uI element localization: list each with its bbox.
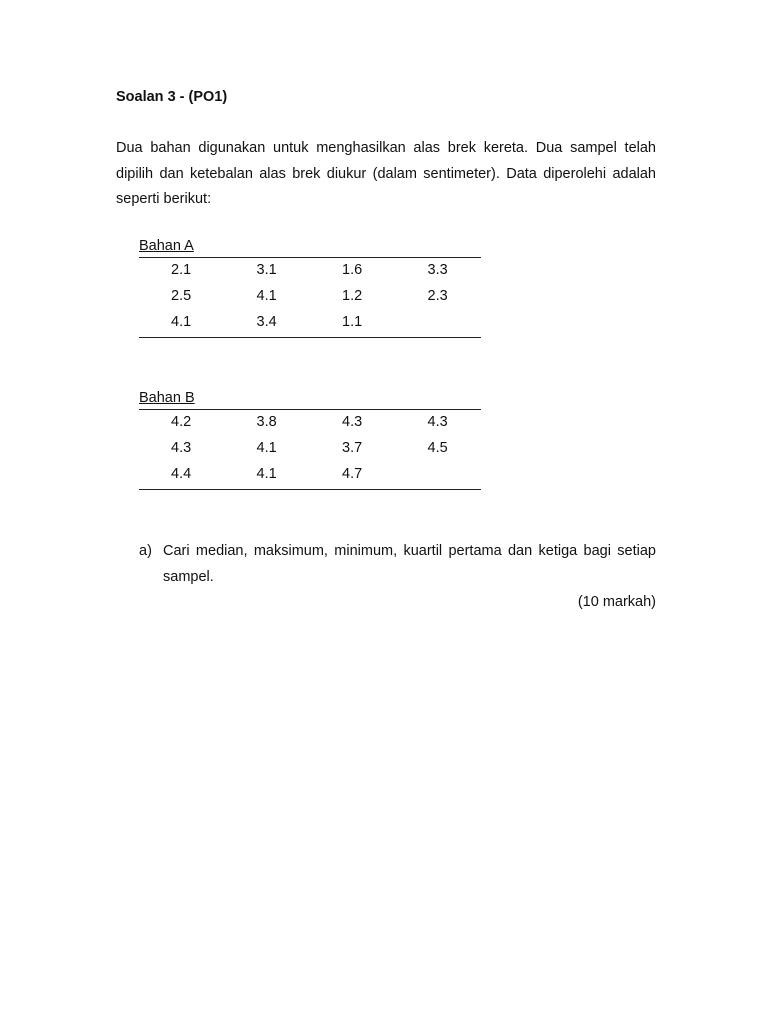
table-cell: 4.1: [171, 314, 192, 330]
table-cell: 4.1: [256, 287, 277, 304]
question-marks: (10 markah): [577, 594, 656, 610]
table-cell: 4.3: [427, 414, 448, 430]
question-letter: a): [139, 543, 152, 559]
table-row: [139, 461, 481, 489]
table-cell: 1.6: [342, 262, 363, 278]
question-heading: Soalan 3 - (PO1): [116, 89, 228, 105]
table-cell: 4.3: [342, 414, 363, 430]
table-cell: 4.1: [256, 439, 277, 456]
table-row: [139, 258, 481, 284]
table-cell: 4.7: [342, 466, 363, 482]
table-label-bahan-a: Bahan A: [139, 238, 194, 254]
table-cell: 3.8: [256, 414, 277, 430]
question-a: [139, 539, 656, 590]
table-row: [139, 284, 481, 310]
table-row: [139, 436, 481, 462]
table-cell: [396, 461, 482, 489]
table-cell: 1.2: [342, 287, 363, 304]
table-cell: 3.7: [342, 439, 363, 456]
data-table-bahan-a: [139, 257, 481, 338]
table-cell: 4.2: [171, 414, 192, 430]
table-bahan-a: [139, 236, 481, 338]
table-cell: 2.3: [427, 287, 448, 304]
table-cell: [396, 309, 482, 337]
table-cell: 3.4: [256, 314, 277, 330]
table-cell: 3.1: [256, 262, 277, 278]
data-table-bahan-b: [139, 409, 481, 490]
table-cell: 1.1: [342, 314, 363, 330]
table-row: [139, 410, 481, 436]
table-cell: 3.3: [427, 262, 448, 278]
question-text: Cari median, maksimum, minimum, kuartil pertama dan ketiga bagi setiap sampel.: [163, 543, 656, 585]
table-label-bahan-b: Bahan B: [139, 390, 195, 406]
table-cell: 2.1: [171, 262, 192, 278]
table-cell: 2.5: [171, 287, 192, 304]
table-cell: 4.1: [256, 466, 277, 482]
table-cell: 4.3: [171, 439, 192, 456]
table-cell: 4.4: [171, 466, 192, 482]
intro-paragraph: Dua bahan digunakan untuk menghasilkan alas brek kereta. Dua sampel telah dipilih dan ketebalan alas brek diukur (dalam sentimeter). Data diperolehi adalah seperti berikut:: [116, 140, 656, 207]
table-row: [139, 309, 481, 337]
table-cell: 4.5: [427, 439, 448, 456]
table-bahan-b: [139, 388, 481, 490]
